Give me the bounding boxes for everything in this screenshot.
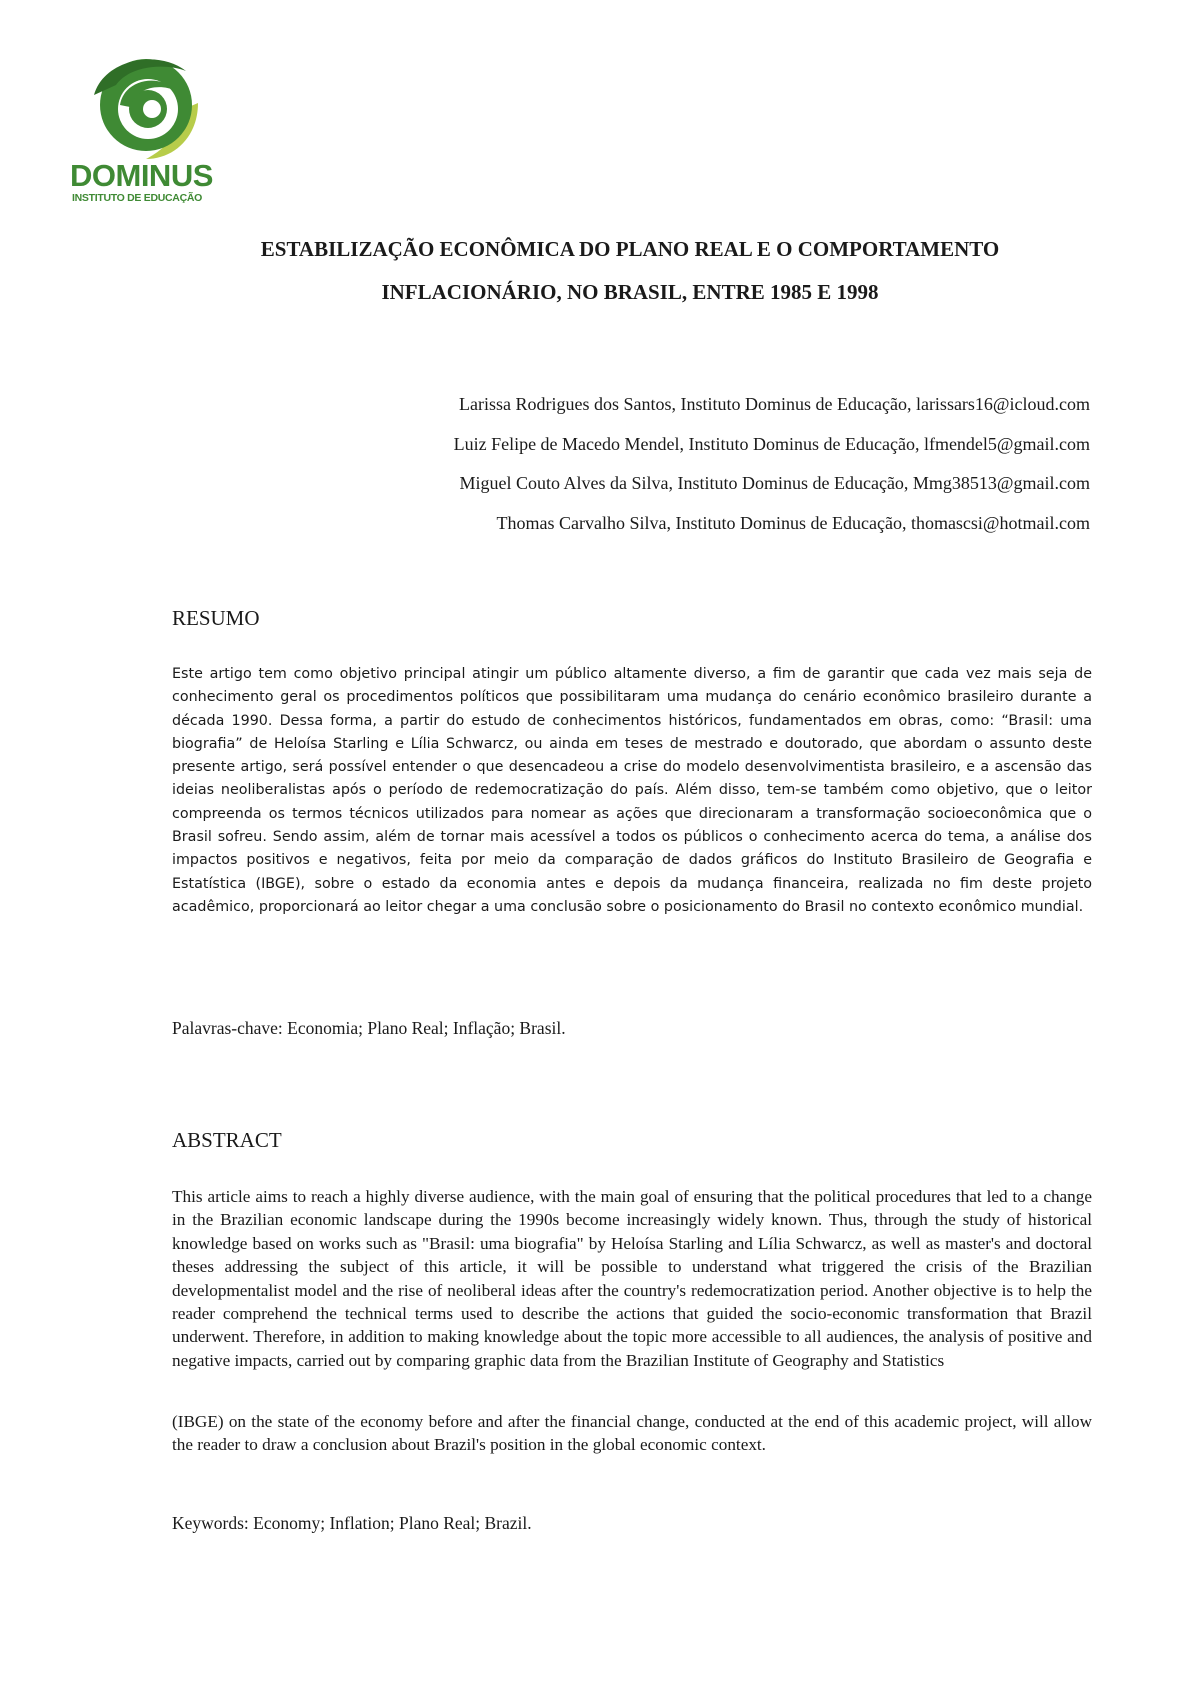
abstract-paragraph-1: This article aims to reach a highly diverse audience, with the main goal of ensuring that the political procedures that led to a change in the Brazilian economic landscape during the 1990s become increasingly widely known. Thus, through the study of historical knowledge based on works such as "Brasil: uma biografia" by Heloísa Starling and Lília Schwarcz, as well as master's and doctoral theses addressing the subject of this article, it will be possible to understand what triggered the crisis of the Brazilian developmentalist model and the rise of neoliberal ideas after the country's redemocratization period. Another objective is to help the reader comprehend the technical terms used to describe the actions that guided the socio-economic transformation that Brazil underwent. Therefore, in addition to making knowledge about the topic more accessible to all audiences, the analysis of positive and negative impacts, carried out by comparing graphic data from the Brazilian Institute of Geography and Statistics: [172, 1187, 1092, 1370]
resumo-heading: RESUMO: [172, 606, 260, 630]
author-line: Miguel Couto Alves da Silva, Instituto Dominus de Educação, Mmg38513@gmail.com: [459, 473, 1090, 493]
abstract-heading: ABSTRACT: [172, 1128, 282, 1152]
author-line: Larissa Rodrigues dos Santos, Instituto Dominus de Educação, larissars16@icloud.com: [459, 394, 1090, 414]
dominus-logo: [68, 55, 228, 205]
abstract-keywords: Keywords: Economy; Inflation; Plano Real; Brazil.: [172, 1513, 532, 1533]
title-line-1: ESTABILIZAÇÃO ECONÔMICA DO PLANO REAL E O COMPORTAMENTO: [260, 237, 1000, 261]
logo-wordmark: DOMINUS: [70, 158, 213, 193]
abstract-paragraph-2: (IBGE) on the state of the economy before and after the financial change, conducted at the end of this academic project, will allow the reader to draw a conclusion about Brazil's position in the global economic context.: [172, 1412, 1092, 1455]
title-line-2: INFLACIONÁRIO, NO BRASIL, ENTRE 1985 E 1998: [381, 280, 879, 304]
resumo-text: Este artigo tem como objetivo principal atingir um público altamente diverso, a fim de garantir que cada vez mais seja de conhecimento geral os procedimentos políticos que possibilitaram uma mudança do cenário econômico brasileiro durante a década 1990. Dessa forma, a partir do estudo de conhecimentos históricos, fundamentados em obras, como: “Brasil: uma biografia” de Heloísa Starling e Lília Schwarcz, ou ainda em teses de mestrado e doutorado, que abordam o assunto deste presente artigo, será possível entender o que desencadeou a crise do modelo desenvolvimentista brasileiro, e a ascensão das ideias neoliberalistas após o período de redemocratização do país. Além disso, tem-se também como objetivo, que o leitor compreenda os termos técnicos utilizados para nomear as ações que direcionaram a transformação socioeconômica que o Brasil sofreu. Sendo assim, além de tornar mais acessível a todos os públicos o conhecimento acerca do tema, a análise dos impactos positivos e negativos, feita por meio da comparação de dados gráficos do Instituto Brasileiro de Geografia e Estatística (IBGE), sobre o estado da economia antes e depois da mudança financeira, realizada no fim deste projeto acadêmico, proporcionará ao leitor chegar a uma conclusão sobre o posicionamento do Brasil no contexto econômico mundial.: [172, 666, 1092, 915]
author-line: Thomas Carvalho Silva, Instituto Dominus de Educação, thomascsi@hotmail.com: [496, 512, 1090, 533]
resumo-keywords: Palavras-chave: Economia; Plano Real; Inflação; Brasil.: [172, 1018, 566, 1038]
logo-subtitle: INSTITUTO DE EDUCAÇÃO: [72, 192, 203, 204]
paper-title: [140, 228, 1120, 314]
author-line: Luiz Felipe de Macedo Mendel, Instituto Dominus de Educação, lfmendel5@gmail.com: [453, 433, 1090, 454]
author-list: [190, 385, 1090, 543]
dominus-swirl-icon: [90, 55, 206, 159]
